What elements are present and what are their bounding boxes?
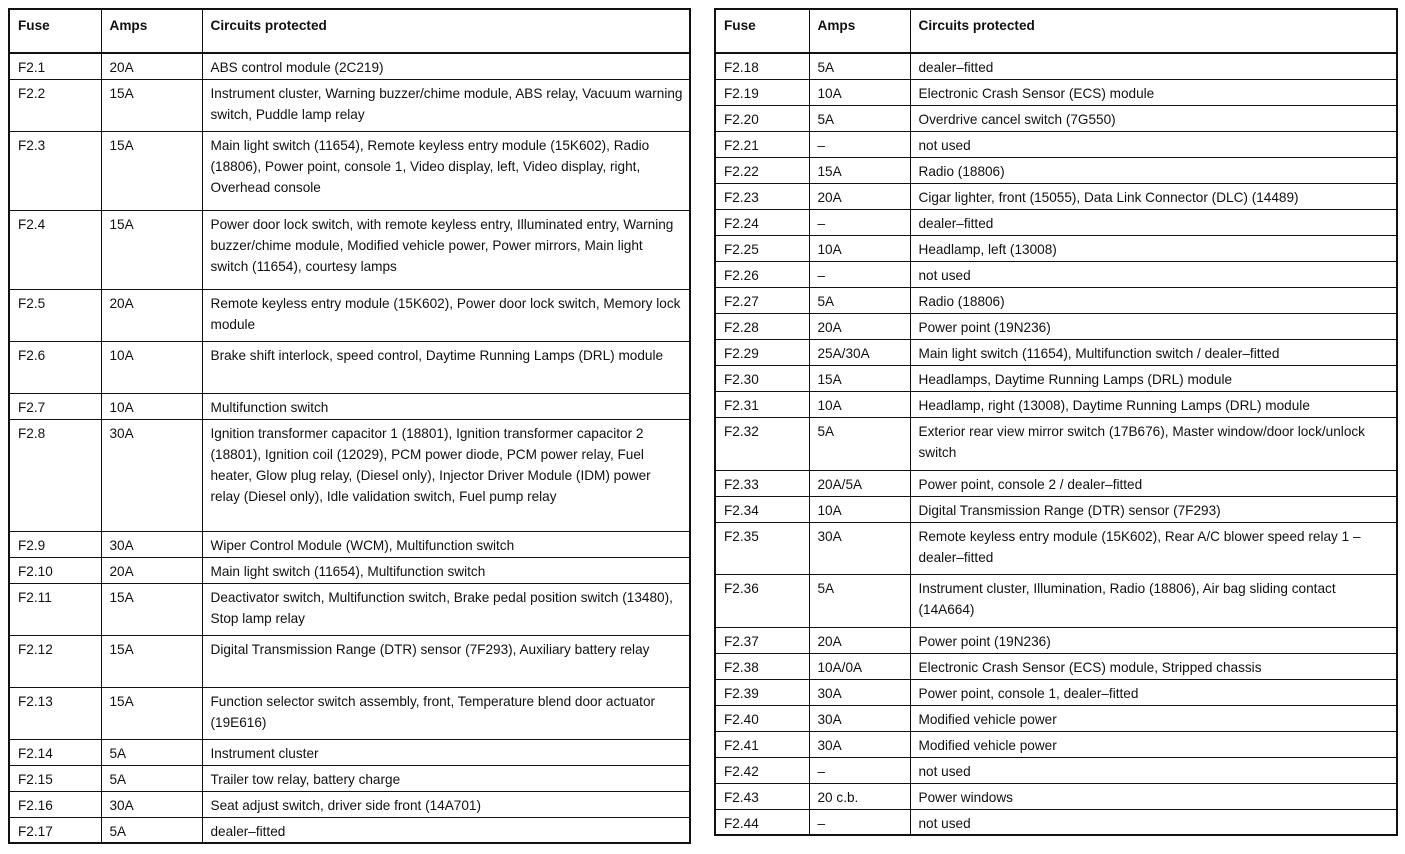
fuse-id-cell: F2.14 — [9, 739, 101, 765]
fuse-row — [9, 393, 690, 419]
amps-cell: 10A/0A — [809, 653, 910, 679]
fuse-id-cell: F2.39 — [715, 679, 809, 705]
circuits-cell: not used — [910, 757, 1397, 783]
circuits-cell: Modified vehicle power — [910, 705, 1397, 731]
fuse-row — [715, 470, 1397, 496]
fuse-table-right — [714, 8, 1398, 836]
fuse-row — [715, 313, 1397, 339]
circuits-cell: Instrument cluster — [202, 739, 690, 765]
fuse-row — [715, 627, 1397, 653]
amps-cell: 5A — [101, 739, 202, 765]
circuits-cell: Instrument cluster, Warning buzzer/chime module, ABS relay, Vacuum warning switch, Puddle lamp relay — [202, 79, 690, 131]
fuse-row — [9, 341, 690, 393]
circuits-cell: Wiper Control Module (WCM), Multifunction switch — [202, 531, 690, 557]
fuse-id-cell: F2.31 — [715, 391, 809, 417]
circuits-cell: Electronic Crash Sensor (ECS) module, Stripped chassis — [910, 653, 1397, 679]
fuse-id-cell: F2.24 — [715, 209, 809, 235]
circuits-cell: Power point (19N236) — [910, 627, 1397, 653]
amps-cell: 10A — [809, 235, 910, 261]
fuse-id-cell: F2.35 — [715, 522, 809, 574]
amps-cell: 30A — [809, 679, 910, 705]
fuse-id-cell: F2.37 — [715, 627, 809, 653]
fuse-id-cell: F2.21 — [715, 131, 809, 157]
circuits-cell: Power point, console 1, dealer–fitted — [910, 679, 1397, 705]
circuits-cell: Headlamp, right (13008), Daytime Running Lamps (DRL) module — [910, 391, 1397, 417]
amps-cell: 20A — [809, 313, 910, 339]
fuse-header: Fuse — [715, 9, 809, 53]
fuse-row — [9, 583, 690, 635]
amps-cell: 20A — [809, 183, 910, 209]
circuits-cell: Main light switch (11654), Multifunction switch / dealer–fitted — [910, 339, 1397, 365]
fuse-id-cell: F2.22 — [715, 157, 809, 183]
circuits-cell: dealer–fitted — [910, 209, 1397, 235]
circuits-cell: not used — [910, 261, 1397, 287]
circuits-cell: Headlamps, Daytime Running Lamps (DRL) module — [910, 365, 1397, 391]
fuse-row — [715, 183, 1397, 209]
fuse-row — [715, 157, 1397, 183]
fuse-header: Fuse — [9, 9, 101, 53]
fuse-id-cell: F2.25 — [715, 235, 809, 261]
amps-cell: 20A/5A — [809, 470, 910, 496]
fuse-id-cell: F2.30 — [715, 365, 809, 391]
circuits-cell: Function selector switch assembly, front, Temperature blend door actuator (19E616) — [202, 687, 690, 739]
amps-cell: 15A — [809, 365, 910, 391]
circuits-cell: Overdrive cancel switch (7G550) — [910, 105, 1397, 131]
amps-cell: 10A — [809, 79, 910, 105]
header-row — [9, 9, 690, 53]
fuse-row — [715, 235, 1397, 261]
fuse-id-cell: F2.20 — [715, 105, 809, 131]
amps-cell: 5A — [809, 417, 910, 470]
fuse-id-cell: F2.28 — [715, 313, 809, 339]
circuits-cell: Seat adjust switch, driver side front (14A701) — [202, 791, 690, 817]
fuse-id-cell: F2.15 — [9, 765, 101, 791]
circuits-cell: Power point (19N236) — [910, 313, 1397, 339]
fuse-row — [715, 496, 1397, 522]
amps-cell: 10A — [809, 391, 910, 417]
amps-cell: – — [809, 209, 910, 235]
amps-cell: – — [809, 131, 910, 157]
amps-cell: 15A — [101, 635, 202, 687]
fuse-row — [715, 417, 1397, 470]
fuse-row — [715, 679, 1397, 705]
amps-cell: 5A — [101, 765, 202, 791]
fuse-id-cell: F2.42 — [715, 757, 809, 783]
fuse-id-cell: F2.26 — [715, 261, 809, 287]
fuse-id-cell: F2.34 — [715, 496, 809, 522]
amps-cell: 30A — [809, 731, 910, 757]
circuits-cell: dealer–fitted — [910, 53, 1397, 79]
fuse-id-cell: F2.40 — [715, 705, 809, 731]
fuse-id-cell: F2.4 — [9, 210, 101, 289]
circuits-header: Circuits protected — [910, 9, 1397, 53]
amps-cell: 30A — [809, 522, 910, 574]
fuse-row — [715, 757, 1397, 783]
amps-cell: 20 c.b. — [809, 783, 910, 809]
fuse-id-cell: F2.5 — [9, 289, 101, 341]
amps-cell: 20A — [809, 627, 910, 653]
fuse-row — [9, 419, 690, 531]
fuse-id-cell: F2.41 — [715, 731, 809, 757]
fuse-row — [715, 522, 1397, 574]
amps-cell: – — [809, 757, 910, 783]
circuits-cell: Modified vehicle power — [910, 731, 1397, 757]
fuse-row — [715, 574, 1397, 627]
fuse-row — [715, 287, 1397, 313]
fuse-row — [715, 53, 1397, 79]
amps-cell: 30A — [101, 531, 202, 557]
circuits-cell: dealer–fitted — [202, 817, 690, 843]
fuse-id-cell: F2.11 — [9, 583, 101, 635]
amps-header: Amps — [809, 9, 910, 53]
fuse-id-cell: F2.44 — [715, 809, 809, 835]
fuse-row — [9, 791, 690, 817]
fuse-table-left — [8, 8, 691, 844]
amps-cell: 30A — [809, 705, 910, 731]
fuse-id-cell: F2.6 — [9, 341, 101, 393]
fuse-row — [715, 339, 1397, 365]
fuse-id-cell: F2.36 — [715, 574, 809, 627]
amps-cell: 5A — [809, 105, 910, 131]
fuse-id-cell: F2.38 — [715, 653, 809, 679]
fuse-row — [9, 131, 690, 210]
fuse-id-cell: F2.19 — [715, 79, 809, 105]
amps-cell: 25A/30A — [809, 339, 910, 365]
amps-cell: 20A — [101, 557, 202, 583]
circuits-cell: Digital Transmission Range (DTR) sensor (7F293) — [910, 496, 1397, 522]
circuits-cell: Radio (18806) — [910, 287, 1397, 313]
amps-cell: 10A — [101, 341, 202, 393]
amps-cell: 10A — [809, 496, 910, 522]
fuse-row — [715, 79, 1397, 105]
amps-cell: 5A — [809, 287, 910, 313]
fuse-row — [9, 765, 690, 791]
circuits-cell: Radio (18806) — [910, 157, 1397, 183]
amps-cell: – — [809, 809, 910, 835]
fuse-row — [715, 261, 1397, 287]
fuse-id-cell: F2.10 — [9, 557, 101, 583]
fuse-row — [9, 53, 690, 79]
fuse-id-cell: F2.27 — [715, 287, 809, 313]
amps-cell: 15A — [101, 210, 202, 289]
fuse-id-cell: F2.1 — [9, 53, 101, 79]
amps-cell: 30A — [101, 419, 202, 531]
fuse-row — [715, 731, 1397, 757]
fuse-row — [9, 289, 690, 341]
amps-cell: 30A — [101, 791, 202, 817]
amps-cell: 15A — [809, 157, 910, 183]
fuse-id-cell: F2.29 — [715, 339, 809, 365]
fuse-id-cell: F2.43 — [715, 783, 809, 809]
fuse-row — [9, 817, 690, 843]
fuse-row — [715, 809, 1397, 835]
fuse-id-cell: F2.23 — [715, 183, 809, 209]
circuits-cell: Exterior rear view mirror switch (17B676), Master window/door lock/unlock switch — [910, 417, 1397, 470]
amps-cell: 15A — [101, 79, 202, 131]
amps-cell: – — [809, 261, 910, 287]
circuits-cell: Multifunction switch — [202, 393, 690, 419]
fuse-row — [715, 705, 1397, 731]
fuse-row — [9, 531, 690, 557]
fuse-id-cell: F2.16 — [9, 791, 101, 817]
fuse-id-cell: F2.13 — [9, 687, 101, 739]
circuits-cell: not used — [910, 131, 1397, 157]
circuits-cell: Ignition transformer capacitor 1 (18801), Ignition transformer capacitor 2 (18801), Ignition coil (12029), PCM power diode, PCM power relay, Fuel heater, Glow plug relay, (Diesel only), Injector Driver Module (IDM) power relay (Diesel only), Idle validation switch, Fuel pump relay — [202, 419, 690, 531]
fuse-id-cell: F2.33 — [715, 470, 809, 496]
fuse-row — [715, 783, 1397, 809]
amps-cell: 5A — [809, 574, 910, 627]
amps-cell: 15A — [101, 583, 202, 635]
circuits-cell: Power door lock switch, with remote keyless entry, Illuminated entry, Warning buzzer/chime module, Modified vehicle power, Power mirrors, Main light switch (11654), courtesy lamps — [202, 210, 690, 289]
circuits-header: Circuits protected — [202, 9, 690, 53]
amps-cell: 10A — [101, 393, 202, 419]
fuse-row — [715, 105, 1397, 131]
circuits-cell: Remote keyless entry module (15K602), Power door lock switch, Memory lock module — [202, 289, 690, 341]
fuse-id-cell: F2.32 — [715, 417, 809, 470]
circuits-cell: Main light switch (11654), Remote keyless entry module (15K602), Radio (18806), Power point, console 1, Video display, left, Video display, right, Overhead console — [202, 131, 690, 210]
circuits-cell: Deactivator switch, Multifunction switch, Brake pedal position switch (13480), Stop lamp relay — [202, 583, 690, 635]
fuse-row — [9, 79, 690, 131]
fuse-id-cell: F2.2 — [9, 79, 101, 131]
fuse-row — [715, 131, 1397, 157]
circuits-cell: Headlamp, left (13008) — [910, 235, 1397, 261]
circuits-cell: Power windows — [910, 783, 1397, 809]
amps-cell: 5A — [101, 817, 202, 843]
header-row — [715, 9, 1397, 53]
fuse-row — [715, 365, 1397, 391]
circuits-cell: Remote keyless entry module (15K602), Rear A/C blower speed relay 1 – dealer–fitted — [910, 522, 1397, 574]
amps-cell: 20A — [101, 289, 202, 341]
fuse-row — [715, 391, 1397, 417]
fuse-row — [9, 210, 690, 289]
fuse-id-cell: F2.7 — [9, 393, 101, 419]
fuse-row — [715, 209, 1397, 235]
amps-cell: 15A — [101, 687, 202, 739]
fuse-id-cell: F2.18 — [715, 53, 809, 79]
circuits-cell: Electronic Crash Sensor (ECS) module — [910, 79, 1397, 105]
circuits-cell: Trailer tow relay, battery charge — [202, 765, 690, 791]
fuse-id-cell: F2.8 — [9, 419, 101, 531]
circuits-cell: not used — [910, 809, 1397, 835]
fuse-id-cell: F2.12 — [9, 635, 101, 687]
amps-cell: 20A — [101, 53, 202, 79]
circuits-cell: Power point, console 2 / dealer–fitted — [910, 470, 1397, 496]
circuits-cell: Main light switch (11654), Multifunction switch — [202, 557, 690, 583]
circuits-cell: Digital Transmission Range (DTR) sensor (7F293), Auxiliary battery relay — [202, 635, 690, 687]
fuse-row — [9, 687, 690, 739]
circuits-cell: ABS control module (2C219) — [202, 53, 690, 79]
circuits-cell: Instrument cluster, Illumination, Radio (18806), Air bag sliding contact (14A664) — [910, 574, 1397, 627]
fuse-row — [715, 653, 1397, 679]
circuits-cell: Brake shift interlock, speed control, Daytime Running Lamps (DRL) module — [202, 341, 690, 393]
fuse-id-cell: F2.17 — [9, 817, 101, 843]
circuits-cell: Cigar lighter, front (15055), Data Link Connector (DLC) (14489) — [910, 183, 1397, 209]
fuse-row — [9, 635, 690, 687]
fuse-row — [9, 739, 690, 765]
amps-header: Amps — [101, 9, 202, 53]
fuse-id-cell: F2.3 — [9, 131, 101, 210]
fuse-id-cell: F2.9 — [9, 531, 101, 557]
amps-cell: 15A — [101, 131, 202, 210]
fuse-row — [9, 557, 690, 583]
amps-cell: 5A — [809, 53, 910, 79]
